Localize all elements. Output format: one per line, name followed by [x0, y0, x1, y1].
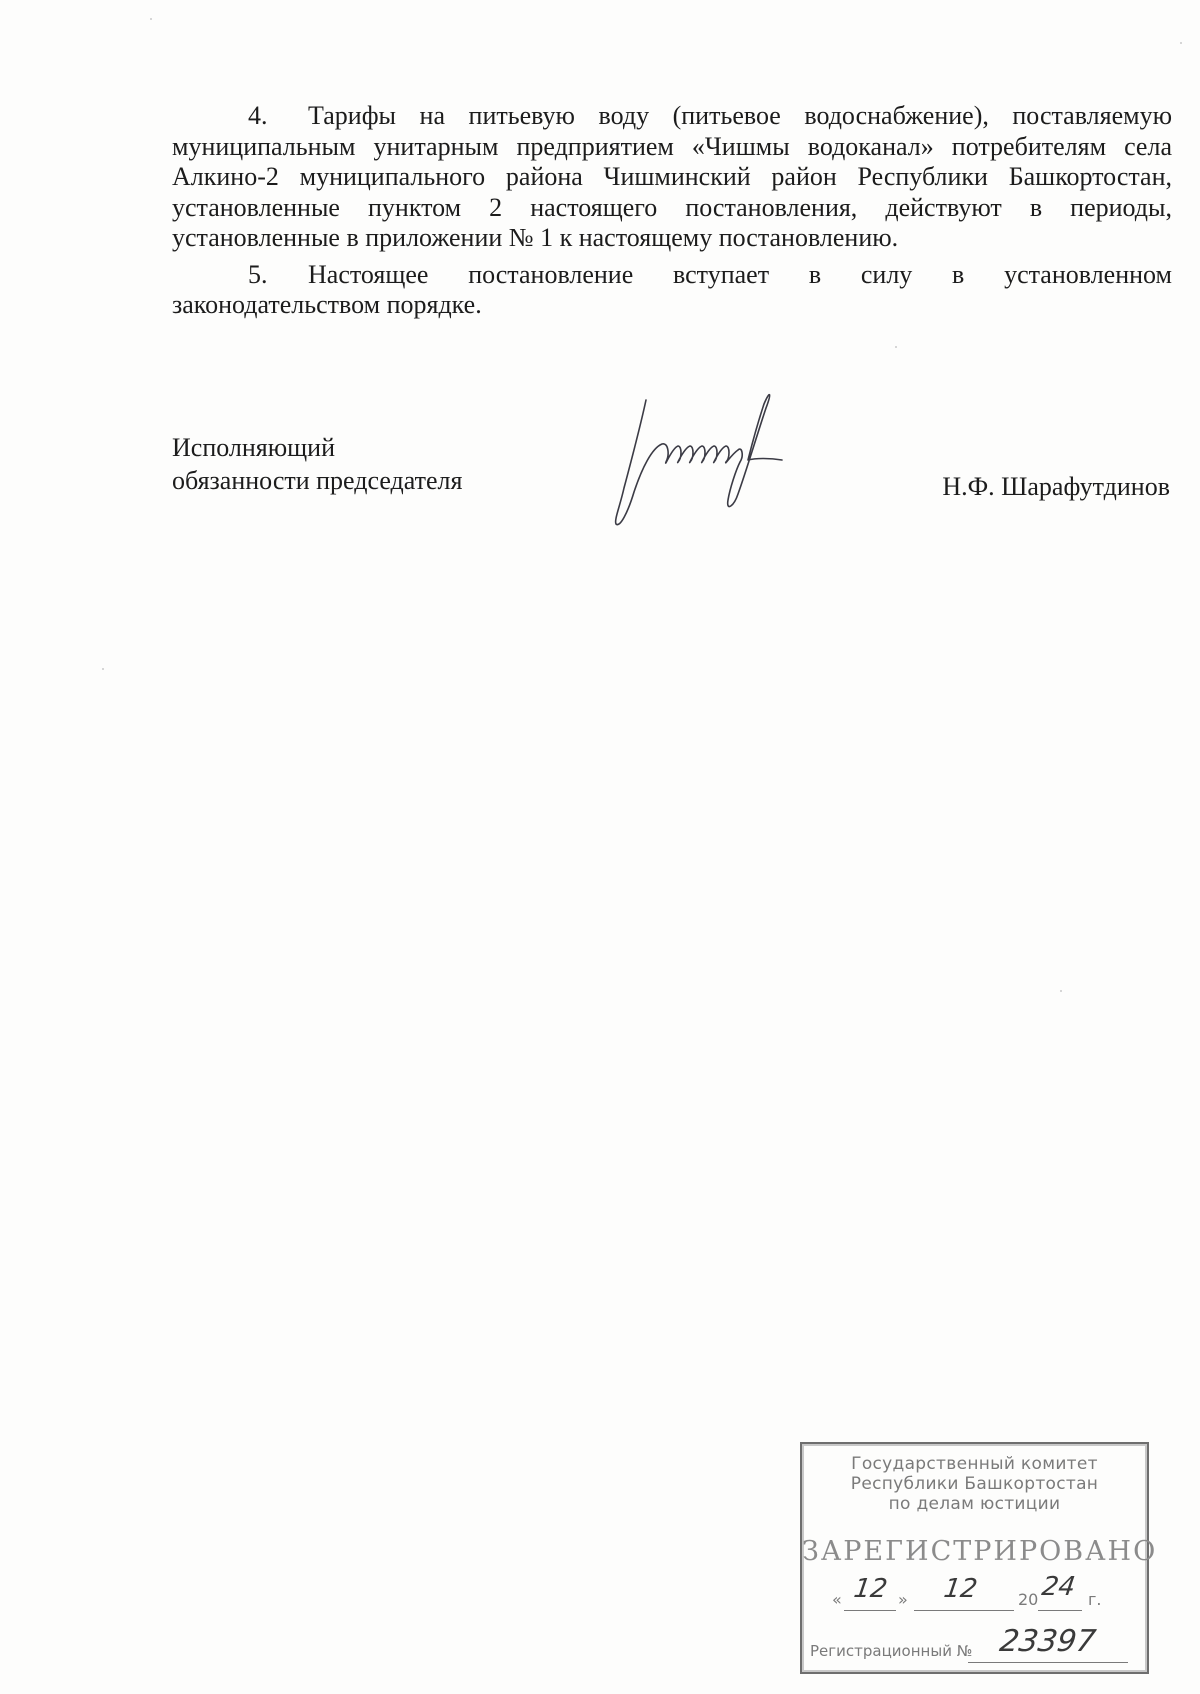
stamp-regno-value: 23397	[997, 1624, 1098, 1659]
stamp-regno-underline	[968, 1662, 1128, 1663]
stamp-org-line3: по делам юстиции	[888, 1494, 1061, 1514]
scan-speck	[150, 18, 152, 20]
stamp-date-month: 12	[941, 1574, 980, 1604]
paragraph-number: 4.	[248, 101, 268, 130]
document-body	[172, 101, 1172, 327]
scan-speck	[102, 668, 104, 670]
stamp-date-open-quote: «	[832, 1590, 842, 1609]
stamp-date-year-underline	[1038, 1610, 1082, 1611]
stamp-registration-number	[810, 1624, 1140, 1666]
stamp-date-day-underline	[844, 1610, 896, 1611]
signatory-name: Н.Ф. Шарафутдинов	[942, 472, 1170, 501]
stamp-date-century: 20	[1018, 1590, 1039, 1609]
scan-speck	[1180, 42, 1182, 44]
stamp-registered-label: ЗАРЕГИСТРИРОВАНО	[802, 1536, 1158, 1567]
paragraph-5	[172, 260, 1172, 321]
registration-stamp	[800, 1442, 1158, 1674]
scan-speck	[895, 346, 897, 348]
paragraph-number: 5.	[248, 259, 268, 289]
stamp-date-year: 24	[1039, 1572, 1078, 1602]
stamp-regno-label: Регистрационный №	[810, 1642, 973, 1660]
signatory-position-line2: обязанности председателя	[172, 466, 463, 495]
stamp-org-line2: Республики Башкортостан	[850, 1474, 1099, 1494]
stamp-date-suffix: г.	[1088, 1590, 1102, 1609]
stamp-date-month-underline	[914, 1610, 1014, 1611]
signatory-position-line1: Исполняющий	[172, 433, 336, 462]
scan-speck	[1060, 990, 1062, 992]
paragraph-text: Тарифы на питьевую воду (питьевое водоснабжение), поставляемую муниципальным унитарным предприятием «Чишмы водоканал» потребителям села Алкино-2 муниципального района Чишминский район Республики Башкортостан, установленные пунктом 2 настоящего постановления, действуют в периоды, установленные в приложении № 1 к настоящему постановлению.	[172, 101, 1172, 252]
handwritten-signature	[610, 388, 790, 528]
signatory-position	[172, 431, 462, 497]
stamp-date-day: 12	[851, 1574, 890, 1604]
stamp-date	[832, 1572, 1132, 1616]
stamp-org-line1: Государственный комитет	[851, 1454, 1098, 1474]
paragraph-4	[172, 101, 1172, 254]
paragraph-text: Настоящее постановление вступает в силу в установленном законодательством порядке.	[172, 259, 1172, 319]
stamp-date-close-quote: »	[898, 1590, 908, 1609]
